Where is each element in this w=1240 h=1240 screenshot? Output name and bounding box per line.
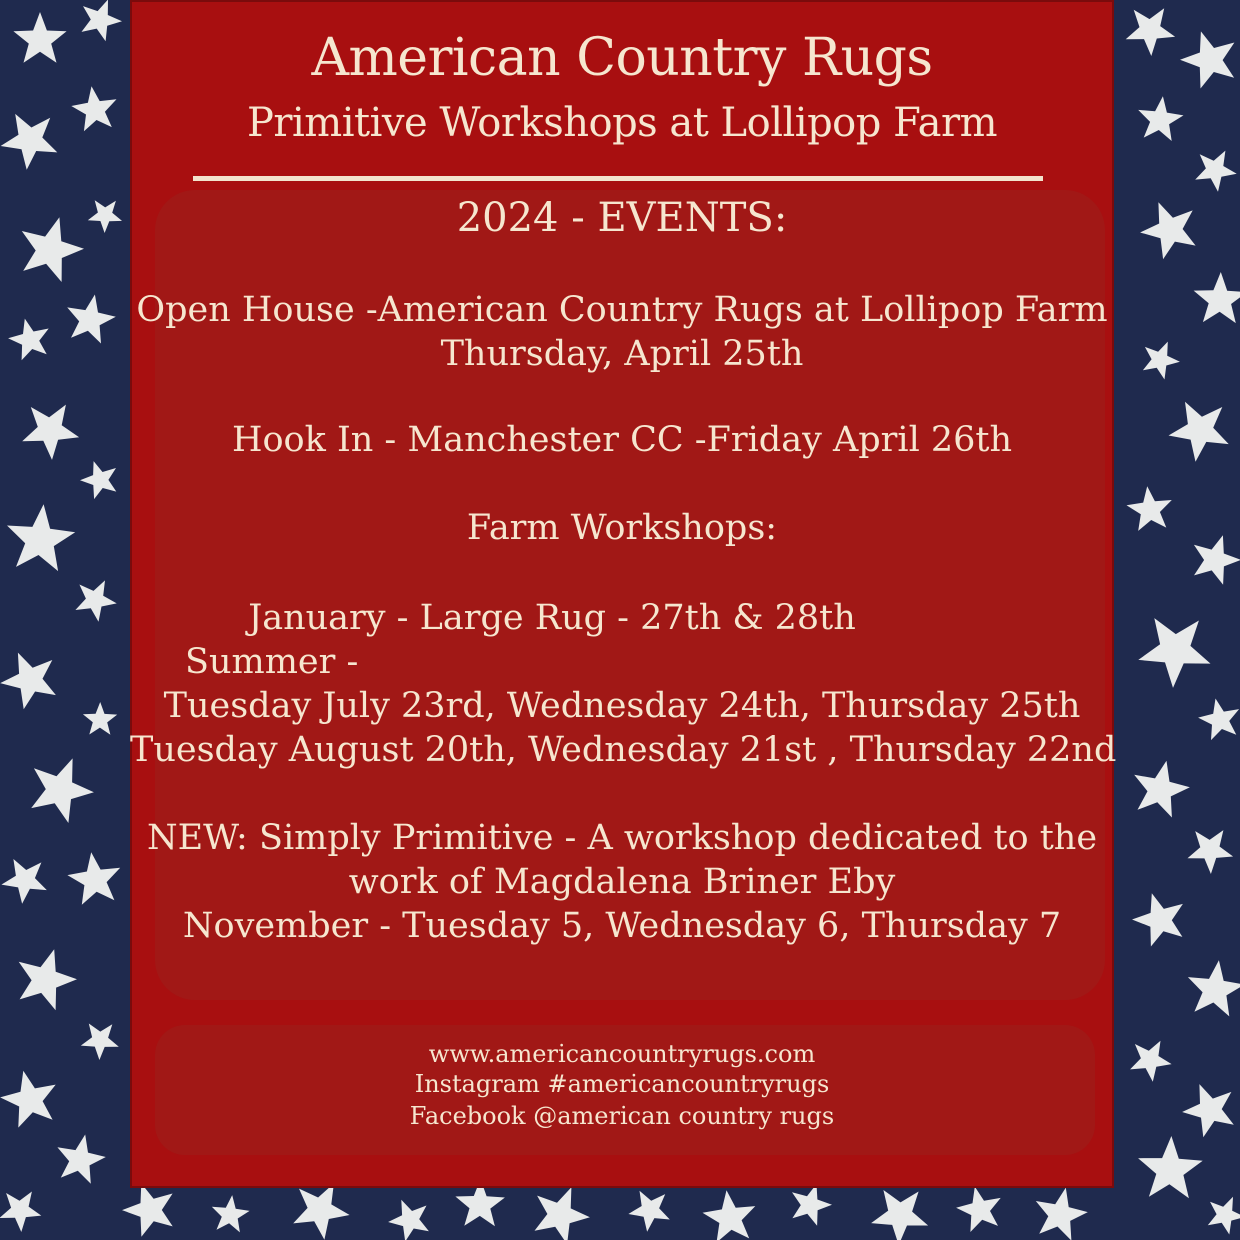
star-shape [1195, 151, 1237, 192]
star-shape [31, 758, 94, 823]
star-shape [1180, 31, 1234, 88]
summer-label: Summer - [185, 642, 359, 682]
star-shape [22, 405, 79, 460]
star-shape [388, 1200, 429, 1240]
star-shape [1194, 272, 1240, 323]
star-shape [1188, 830, 1234, 874]
hook-in: Hook In - Manchester CC -Friday April 26th [231, 420, 1013, 460]
star-shape [1208, 1197, 1240, 1235]
farm-workshops-heading: Farm Workshops: [466, 508, 778, 548]
new-workshop-line3: November - Tuesday 5, Wednesday 6, Thursday 7 [182, 906, 1062, 946]
event-panel [130, 0, 1117, 1188]
star-shape [1130, 1041, 1172, 1082]
website-link: www.americancountryrugs.com [428, 1040, 816, 1068]
july-dates: Tuesday July 23rd, Wednesday 24th, Thursday 25th [163, 686, 1081, 726]
page-subtitle: Primitive Workshops at Lollipop Farm [246, 100, 998, 146]
star-shape [22, 217, 84, 282]
star-shape [1, 114, 58, 170]
star-shape [628, 1191, 669, 1232]
january-workshop: January - Large Rug - 27th & 28th [248, 598, 856, 638]
star-shape [1198, 699, 1239, 741]
star-shape [1138, 1136, 1203, 1198]
star-shape [83, 702, 117, 735]
star-shape [1132, 893, 1183, 946]
star-shape [293, 1183, 349, 1239]
star-shape [1182, 1084, 1234, 1137]
star-shape [8, 319, 49, 361]
star-shape [1143, 342, 1180, 380]
facebook-handle: Facebook @american country rugs [409, 1102, 835, 1130]
star-shape [88, 200, 122, 233]
star-shape [82, 0, 123, 41]
events-heading: 2024 - EVENTS: [456, 195, 788, 241]
star-shape [212, 1195, 250, 1232]
divider [193, 176, 1043, 181]
star-shape [1194, 535, 1240, 585]
open-house-date: Thursday, April 25th [440, 334, 804, 374]
star-shape [67, 295, 116, 344]
star-shape [57, 1135, 105, 1184]
star-shape [1126, 8, 1175, 56]
star-shape [1, 859, 46, 904]
star-shape [67, 852, 120, 904]
star-shape [0, 653, 56, 710]
star-shape [1036, 1188, 1088, 1240]
star-shape [1134, 761, 1190, 818]
star-shape [81, 1024, 119, 1061]
star-shape [1188, 960, 1240, 1016]
star-shape [1127, 486, 1172, 531]
new-workshop-line1: NEW: Simply Primitive - A workshop dedicated to the [146, 818, 1098, 858]
star-shape [0, 1071, 56, 1128]
star-shape [792, 1184, 832, 1226]
star-shape [71, 86, 116, 131]
star-shape [0, 1192, 41, 1233]
open-house: Open House -American Country Rugs at Lollipop Farm [136, 290, 1108, 330]
star-shape [703, 1190, 756, 1240]
star-shape [1169, 402, 1229, 462]
star-shape [1138, 618, 1210, 688]
star-shape [956, 1187, 1001, 1232]
star-shape [80, 461, 116, 499]
star-shape [13, 12, 66, 63]
star-shape [871, 1190, 928, 1240]
star-shape [19, 949, 77, 1010]
star-shape [122, 1183, 173, 1236]
star-shape [1138, 96, 1183, 141]
page-title: American Country Rugs [311, 28, 933, 88]
star-shape [1140, 202, 1196, 259]
star-shape [535, 1187, 590, 1240]
new-workshop-line2: work of Magdalena Briner Eby [348, 862, 896, 902]
star-shape [7, 504, 75, 571]
august-dates: Tuesday August 20th, Wednesday 21st , Thursday 22nd [130, 730, 1117, 770]
instagram-handle: Instagram #americancountryrugs [414, 1070, 830, 1098]
